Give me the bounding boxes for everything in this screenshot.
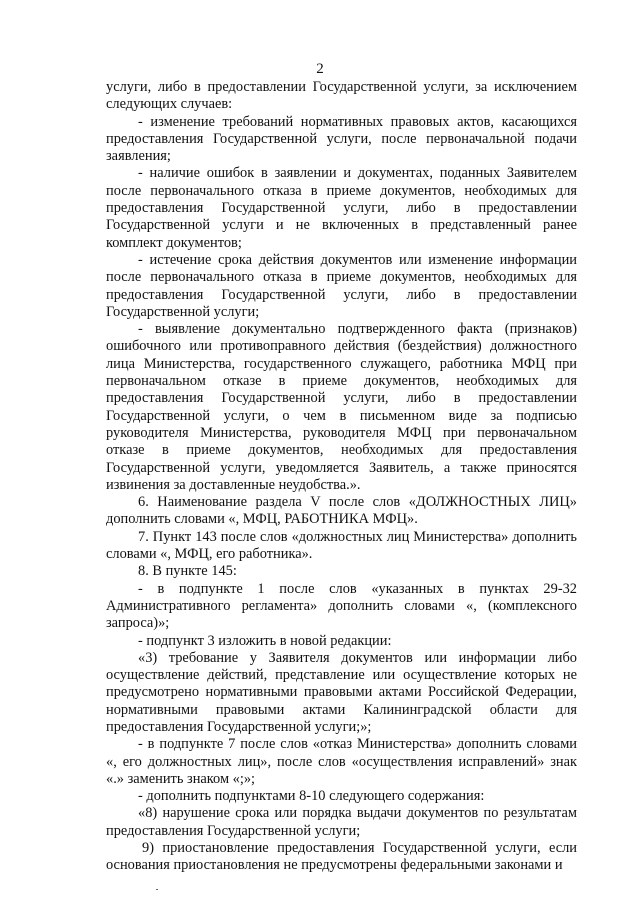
paragraph-subitem-9-text: 9) приостановление предоставления Государственной услуги, если основания приостановления не предусмотрены федеральными законами и <box>106 840 577 874</box>
paragraph-subitem-1: - в подпункте 1 после слов «указанных в пунктах 29-32 Административного регламента» дополнить словами «, (комплексного запроса)»; <box>106 580 577 632</box>
paragraph-subitem-3: - подпункт 3 изложить в новой редакции: <box>138 632 392 649</box>
page-number: 2 <box>316 61 324 77</box>
paragraph-misconduct: - выявление документально подтвержденного факта (признаков) ошибочного или противоправного действия (бездействия) должностного лица Министерства, государственного служащего, работника МФЦ при первоначальном отказе в приеме документов, необходимых для предоставления Государственной услуги, либо в предоставлении Государственной услуги, о чем в письменном виде за подписью руководителя Министерства, руководителя МФЦ при первоначальном отказе в приеме документов, необходимых для предоставления Государственной услуги, уведомляется Заявитель, а также приносятся извинения за доставленные неудобства.». <box>106 321 577 493</box>
paragraph-subitems-8-10: - дополнить подпунктами 8-10 следующего содержания: <box>138 788 485 805</box>
paragraph-errors: - наличие ошибок в заявлении и документах, поданных Заявителем после первоначального отказа в приеме документов, необходимых для предоставления Государственной услуги, либо в предоставлении Государственной услуги и не включенных в представленный ранее комплект документов; <box>106 165 577 251</box>
paragraph-item-7: 7. Пункт 143 после слов «должностных лиц Министерства» дополнить словами «, МФЦ, его работника». <box>106 528 577 563</box>
paragraph-item-8: 8. В пункте 145: <box>138 563 237 580</box>
paragraph-expiration: - истечение срока действия документов или изменение информации после первоначального отказа в приеме документов, необходимых для предоставления Государственной услуги, либо в предоставлении Государственной услуги; <box>106 251 577 320</box>
scan-speck <box>156 889 158 890</box>
paragraph-subitem-7: - в подпункте 7 после слов «отказ Министерства» дополнить словами «, его должностных лиц», после слов «осуществления исправлений» знак «.» заменить знаком «;»; <box>106 736 577 787</box>
paragraph-subitem-3-text: «3) требование у Заявителя документов или информации либо осуществление действий, представление или осуществление которых не предусмотрено нормативными правовыми актами Российской Федерации, нормативными правовыми актами Калининградской области для предоставления Государственной услуги;»; <box>106 649 577 735</box>
paragraph-requirements-change: - изменение требований нормативных правовых актов, касающихся предоставления Государственной услуги, после первоначальной подачи заявления; <box>106 113 577 165</box>
paragraph-continuation: услуги, либо в предоставлении Государственной услуги, за исключением следующих случаев: <box>106 79 577 113</box>
paragraph-subitem-8-text: «8) нарушение срока или порядка выдачи документов по результатам предоставления Государственной услуги; <box>106 805 577 839</box>
document-body <box>106 79 577 875</box>
paragraph-item-6: 6. Наименование раздела V после слов «ДОЛЖНОСТНЫХ ЛИЦ» дополнить словами «, МФЦ, РАБОТНИКА МФЦ». <box>106 494 577 528</box>
